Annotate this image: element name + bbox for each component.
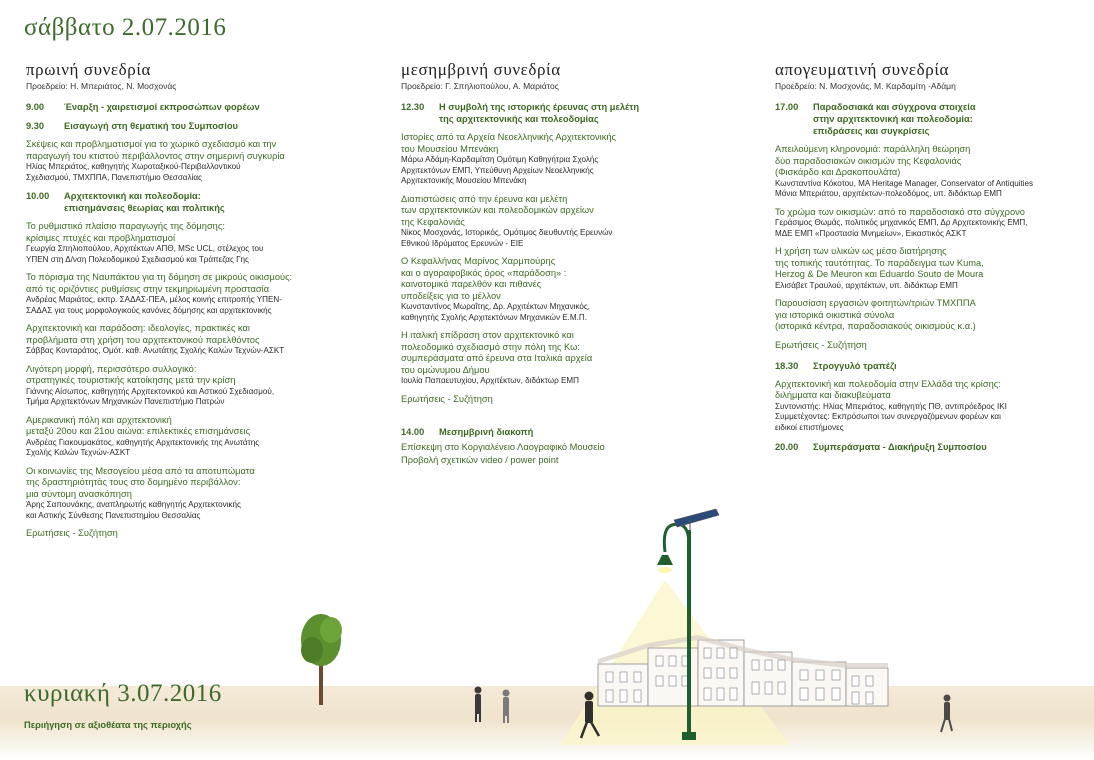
talk-author-line: Μάρω Αδάμη-Καρδαμίτση Ομότιμη Καθηγήτρια Σχολής (401, 155, 599, 164)
talk-title-line: Το ρυθμιστικό πλαίσιο παραγωγής της δόμησης: (26, 221, 225, 231)
talk-title-line: δύο παραδοσιακών οικισμών της Κεφαλονιάς (775, 155, 962, 166)
talk-title (26, 415, 336, 438)
talk-title-line: Αμερικανική πόλη και αρχιτεκτονική (26, 414, 172, 425)
talk-title (775, 246, 1075, 281)
talk-title (401, 132, 701, 155)
schedule-time: 17.00 (775, 102, 799, 112)
talk-authors (401, 376, 701, 387)
talk-author-line: Σχεδιασμού, ΤΜΧΠΠΑ, Πανεπιστήμιο Θεσσαλίας (26, 172, 202, 182)
talk-author-line: Συντονιστής: Ηλίας Μπεριάτος, καθηγητής ΠΘ, αντιπρόεδρος ΙΚΙ (775, 401, 1007, 411)
talk-authors (401, 155, 701, 187)
talk-author-line: και Αστικής Σύνθεσης Πανεπιστημίου Θεσσαλίας (26, 510, 201, 520)
talk-author-line: Ανδρέας Γιακουμακάτος, καθηγητής Αρχιτεκτονικής της Ανωτάτης (26, 437, 260, 447)
talk-title-line: και ο αγοραφοβικός όρος «παράδοση» : (401, 267, 567, 278)
schedule-item (26, 101, 336, 113)
talk-title (401, 256, 701, 302)
schedule-text-line: Αρχιτεκτονική και πολεοδομία: (64, 191, 201, 201)
talk-title-line: υποδείξεις για το μέλλον (401, 290, 501, 301)
schedule-text (439, 426, 701, 438)
talk-author-line: Αρχιτεκτονικής Μουσείου Μπενάκη (401, 176, 527, 185)
talk-title-line: Αρχιτεκτονική και πολεοδομία στην Ελλάδα της κρίσης: (775, 378, 1001, 389)
schedule-text-line: Στρογγυλό τραπέζι (813, 360, 897, 371)
talk-entry (401, 194, 701, 250)
schedule-text (64, 120, 336, 132)
person-icon (475, 687, 482, 723)
talks-block (775, 144, 1075, 333)
talk-author-line: ΥΠΕΝ στη Δ/νση Πολεοδομικού Σχεδιασμού και Τράπεζας Γης (26, 254, 249, 264)
talk-title-line: καινοτομικό παρελθόν και πιθανές (401, 279, 542, 289)
item-block (401, 101, 701, 125)
talk-title-line: Ο Κεφαλλήνας Μαρίνος Χαρμπούρης (401, 256, 556, 266)
talk-title-line: της Κεφαλονιάς (401, 216, 465, 227)
session-chair: Προεδρείο: Ν. Μοσχονάς, Μ. Καρδαμίτη -Αδάμη (775, 81, 956, 91)
talk-entry (26, 139, 336, 183)
talk-author-line: Σάββας Κονταράτος, Ομότ. καθ. Ανωτάτης Σχολής Καλών Τεχνών-ΑΣΚΤ (26, 346, 285, 355)
talk-author-line: ΣΑΔΑΣ για τους μορφολογικούς κανόνες δόμησης και αρχιτεκτονικής (26, 305, 272, 315)
item-block (401, 426, 701, 438)
talk-title-line: (ιστορικά κέντρα, παραδοσιακούς οικισμούς κ.α.) (775, 321, 976, 331)
talk-title-line: από τις οριζόντιες ρυθμίσεις στην τεκμηριωμένη προστασία (26, 283, 270, 294)
talk-title-line: προβλήματα στη χρήση του αρχιτεκτονικού παρελθόντος (26, 334, 260, 345)
talk-author-line: Γιάννης Αίσωπος, καθηγητής Αρχιτεκτονικού και Αστικού Σχεδιασμού, (26, 386, 275, 396)
talk-title (401, 194, 701, 229)
talk-title (26, 364, 336, 387)
talk-authors (775, 218, 1075, 239)
talk-title-line: των αρχιτεκτονικών και πολεοδομικών αρχείων (401, 205, 594, 215)
talk-authors (26, 438, 336, 459)
talk-title-line: Απειλούμενη κληρονομιά: παράλληλη θεώρηση (775, 144, 971, 154)
questions-label: Ερωτήσεις - Συζήτηση (401, 393, 493, 404)
day2-title: κυριακή 3.07.2016 (24, 680, 222, 707)
talk-authors (401, 302, 701, 323)
talk-authors (775, 281, 1075, 292)
talk-title (26, 139, 336, 162)
talk-title-line: Το πόρισμα της Ναυπάκτου για τη δόμηση σε μικρούς οικισμούς: (26, 272, 293, 282)
talk-author-line: Γεράσιμος Θωμάς, πολιτικός μηχανικός ΕΜΠ, Δρ Αρχιτεκτονικής ΕΜΠ, (775, 218, 1028, 227)
talk-title (26, 323, 336, 346)
schedule-text (64, 101, 336, 113)
talk-title-line: Λιγότερη μορφή, περισσότερο συλλογικό: (26, 363, 197, 374)
talk-authors (26, 387, 336, 408)
talk-author-line: Εθνικού Ιδρύματος Ερευνών - ΕΙΕ (401, 238, 524, 248)
talk-title-line: Η ιταλική επίδραση στον αρχιτεκτονικό και (401, 330, 574, 340)
talk-title-line: της δραστηριότητάς τους στο δομημένο περιβάλλον: (26, 477, 241, 487)
talk-authors (26, 162, 336, 183)
talk-title-line: συμπεράσματα από έρευνα στα Ιταλικά αρχεία (401, 353, 593, 363)
schedule-text-line: Η συμβολή της ιστορικής έρευνας στη μελέτη (439, 102, 640, 112)
talk-title-line: Το χρώμα των οικισμών: από το παραδοσιακό στο σύγχρονο (775, 206, 1025, 217)
tree-icon (301, 614, 342, 705)
schedule-item (26, 120, 336, 132)
day2-visit: Περιήγηση σε αξιοθέατα της περιοχής (24, 720, 192, 730)
after-break-lines (401, 441, 701, 467)
schedule-time: 9.00 (26, 102, 45, 112)
day1-title: σάββατο 2.07.2016 (24, 14, 227, 41)
schedule-time: 10.00 (26, 191, 50, 201)
session-title: απογευματινή συνεδρία (775, 60, 950, 79)
talk-title (26, 221, 336, 244)
talk-title (26, 272, 336, 295)
talk-author-line: Άρης Σαπουνάκης, αναπληρωτής καθηγητής Αρχιτεκτονικής (26, 500, 241, 509)
talk-author-line: Γεωργία Σπηλιοπούλου, Αρχιτέκτων ΑΠΘ, MSc UCL, στέλεχος του (26, 244, 264, 253)
schedule-text-line: στην αρχιτεκτονική και πολεοδομία: (813, 114, 973, 124)
midday-session-column (401, 60, 701, 467)
talk-author-line: Ανδρέας Μαριάτος, εκπρ. ΣΑΔΑΣ-ΠΕΑ, μέλος κοινής επιτροπής ΥΠΕΝ- (26, 295, 282, 304)
schedule-text (813, 101, 1075, 137)
talk-entry (775, 379, 1075, 434)
talk-entry (26, 415, 336, 459)
talk-title-line: διλήμματα και διακυβεύματα (775, 390, 891, 400)
talk-title-line: Η χρήση των υλικών ως μέσο διατήρησης (775, 246, 947, 256)
talk-author-line: Σχολής Καλών Τεχνών-ΑΣΚΤ (26, 448, 131, 457)
talks-block (26, 221, 336, 521)
text-line: Επίσκεψη στο Κοργιαλένειο Λαογραφικό Μουσείο (401, 441, 605, 452)
schedule-time: 9.30 (26, 121, 45, 131)
schedule-item (401, 426, 701, 438)
schedule-text-line: Έναρξη - χαιρετισμοί εκπροσώπων φορέων (64, 102, 260, 112)
talk-title-line: Ιστορίες από τα Αρχεία Νεοελληνικής Αρχιτεκτονικής (401, 132, 617, 142)
morning-session-column (26, 60, 336, 548)
talk-author-line: Αρχιτεκτόνων ΕΜΠ, Υπεύθυνη Αρχείων Νεοελληνικής (401, 165, 594, 175)
item-block (775, 360, 1075, 372)
talk-title-line: Herzog & De Meuron και Eduardo Souto de Moura (775, 269, 984, 279)
talk-entry (401, 330, 701, 387)
talk-title-line: για ιστορικά οικιστικά σύνολα (775, 309, 895, 320)
talk-authors (26, 500, 336, 521)
schedule-time: 14.00 (401, 426, 425, 437)
talk-title-line: παραγωγή του κτιστού περιβάλλοντος στην σημερινή συγκυρία (26, 150, 285, 161)
schedule-text-line: Παραδοσιακά και σύγχρονα στοιχεία (813, 102, 976, 112)
talks-block (401, 132, 701, 387)
talk-title (775, 207, 1075, 219)
schedule-item (26, 190, 336, 214)
session-chair: Προεδρείο: Γ. Σπηλιοπούλου, Α. Μαριάτος (401, 81, 559, 91)
talk-authors (26, 295, 336, 316)
schedule-text-line: Μεσημβρινή διακοπή (439, 426, 534, 437)
schedule-text (64, 190, 336, 214)
talk-title-line: Οι κοινωνίες της Μεσογείου μέσα από τα αποτυπώματα (26, 465, 255, 476)
item-block (775, 441, 1075, 453)
talk-entry (26, 466, 336, 522)
talk-title-line: πολεοδομικό σχεδιασμό στην πόλη της Κω: (401, 341, 580, 352)
talk-entry (26, 272, 336, 316)
talk-author-line: Συμμετέχοντες: Εκπρόσωποι των συνεργαζόμενων φορέων και (775, 412, 1001, 421)
questions-label: Ερωτήσεις - Συζήτηση (775, 339, 867, 350)
session-title: μεσημβρινή συνεδρία (401, 60, 561, 79)
talk-entry (775, 246, 1075, 291)
talk-title (775, 379, 1075, 402)
person-icon (503, 690, 510, 724)
talk-authors (26, 244, 336, 265)
schedule-text-line: επιδράσεις και συγκρίσεις (813, 126, 930, 136)
talks-block (26, 139, 336, 183)
text-line: Προβολή σχετικών video / power point (401, 454, 559, 465)
talk-author-line: Ιουλία Παπαευτυχίου, Αρχιτέκτων, διδάκτωρ ΕΜΠ (401, 376, 579, 385)
talk-entry (26, 364, 336, 408)
schedule-time: 20.00 (775, 442, 799, 452)
talk-author-line: ΜΔΕ ΕΜΠ «Προστασία Μνημείων», Εικαστικός ΑΣΚΤ (775, 228, 967, 238)
talk-entry (26, 323, 336, 357)
schedule-item (401, 101, 701, 125)
talk-title-line: μεταξύ 20ου και 21ου αιώνα: επιλεκτικές επισημάνσεις (26, 426, 251, 436)
talk-title-line: του Μουσείου Μπενάκη (401, 143, 499, 154)
talk-author-line: Ηλίας Μπεριάτος, καθηγητής Χωροταξικού-Περιβαλλοντικού (26, 162, 241, 171)
person-icon (941, 695, 952, 733)
schedule-time: 18.30 (775, 360, 799, 371)
talk-entry (775, 298, 1075, 333)
talk-title-line: (Φισκάρδο και Δρακοπουλάτα) (775, 167, 901, 177)
talk-entry (775, 144, 1075, 200)
talk-authors (26, 346, 336, 357)
schedule-text-line: της αρχιτεκτονικής και πολεοδομίας (439, 114, 599, 124)
schedule-text (813, 441, 1075, 453)
session-title: πρωινή συνεδρία (26, 60, 152, 79)
talk-title-line: κρίσιμες πτυχές και προβληματισμοί (26, 232, 176, 243)
talk-author-line: καθηγητής Σχολής Αρχιτεκτόνων Μηχανικών Ε.Μ.Π. (401, 312, 588, 322)
talk-authors (775, 402, 1075, 434)
talk-title-line: στρατηγικές τουριστικής κατοίκησης μετά την κρίση (26, 375, 236, 385)
schedule-text-line: Συμπεράσματα - Διακήρυξη Συμποσίου (813, 442, 987, 452)
schedule-time: 12.30 (401, 102, 425, 112)
talk-title-line: Αρχιτεκτονική και παράδοση: ιδεολογίες, πρακτικές και (26, 323, 250, 333)
talk-entry (775, 207, 1075, 240)
schedule-text (813, 360, 1075, 372)
schedule-text (439, 101, 701, 125)
talk-author-line: ειδικοί επιστήμονες (775, 422, 844, 432)
schedule-item (775, 101, 1075, 137)
schedule-item (775, 360, 1075, 372)
talk-author-line: Κωνσταντίνος Μωραΐτης, Δρ. Αρχιτέκτων Μηχανικός, (401, 302, 591, 311)
item-block (775, 101, 1075, 137)
afternoon-session-column (775, 60, 1075, 460)
talk-title-line: του ομώνυμου Δήμου (401, 364, 490, 375)
round-table-block (775, 379, 1075, 434)
talk-title-line: Διαπιστώσεις από την έρευνα και μελέτη (401, 193, 568, 204)
talk-entry (26, 221, 336, 265)
schedule-text-line: επισημάνσεις θεωρίας και πολιτικής (64, 203, 225, 213)
talk-title (26, 466, 336, 501)
item-block (26, 190, 336, 214)
talk-title (775, 298, 1075, 333)
schedule-item (775, 441, 1075, 453)
talk-title (401, 330, 701, 376)
schedule-text-line: Εισαγωγή στη θεματική του Συμποσίου (64, 121, 238, 131)
talk-entry (401, 132, 701, 187)
talk-author-line: Ελισάβετ Τραυλού, αρχιτέκτων, υπ. διδάκτωρ ΕΜΠ (775, 280, 958, 290)
talk-authors (401, 228, 701, 249)
talk-author-line: Κωνσταντίνα Κόκοτου, MA Heritage Manager, Conservator of Antiquities (775, 178, 1034, 188)
questions-label: Ερωτήσεις - Συζήτηση (26, 528, 118, 538)
talk-title (775, 144, 1075, 179)
talk-author-line: Νίκος Μοσχονάς, Ιστορικός, Ομότιμος διευθυντής Ερευνών (401, 228, 613, 237)
talk-authors (775, 179, 1075, 200)
talk-title-line: Παρουσίαση εργασιών φοιτητών/τριών ΤΜΧΠΠΑ (775, 298, 976, 308)
talk-title-line: Σκέψεις και προβληματισμοί για το χωρικό σχεδιασμό και την (26, 139, 277, 149)
session-chair: Προεδρείο: Η. Μπεριάτος, Ν. Μοσχονάς (26, 81, 177, 91)
talk-author-line: Τμήμα Αρχιτεκτόνων Μηχανικών Πανεπιστήμιο Πατρών (26, 397, 225, 406)
talk-entry (401, 256, 701, 323)
talk-title-line: της τοπικής ταυτότητας. Το παράδειγμα των Kuma, (775, 257, 984, 268)
items-block (26, 101, 336, 132)
talk-author-line: Μάνια Μπεριάτου, αρχιτέκτων-πολεοδόμος, υπ. διδάκτωρ ΕΜΠ (775, 189, 1002, 198)
talk-title-line: μια σύντομη ανασκόπηση (26, 488, 132, 499)
